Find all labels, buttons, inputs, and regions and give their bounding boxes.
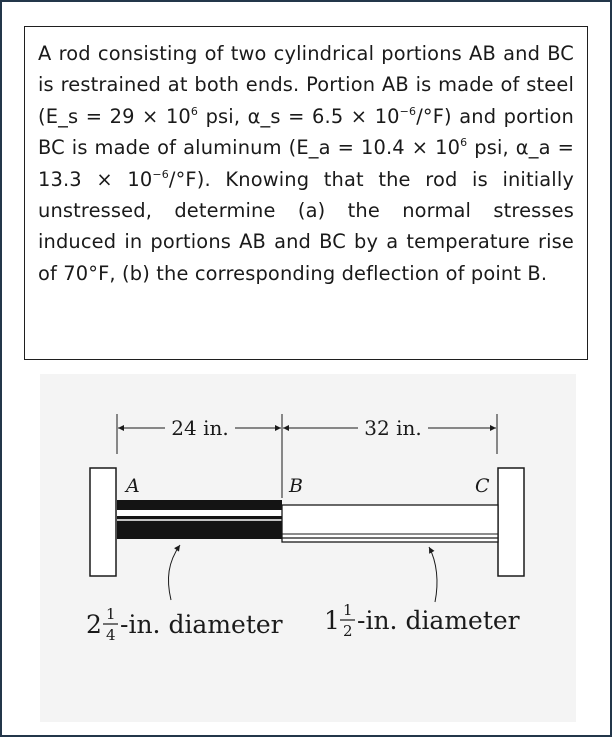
problem-statement	[38, 38, 574, 289]
left-wall-support	[90, 468, 116, 576]
rod-figure	[40, 374, 576, 722]
aluminum-portion-bc	[282, 505, 498, 542]
point-b-label: B	[289, 475, 303, 497]
diameter-ab-numerator: 1	[106, 605, 116, 623]
exponent: 6	[460, 136, 468, 150]
problem-text-run: psi, α_s = 6.5 × 10	[198, 104, 400, 128]
point-a-label: A	[126, 475, 140, 497]
dimension-ab-label: 24 in.	[171, 416, 229, 440]
leader-line-bc	[429, 547, 437, 602]
exponent: 6	[190, 104, 199, 118]
rod-diagram	[40, 374, 576, 722]
diameter-bc-numerator: 1	[343, 601, 353, 619]
leader-line-ab	[168, 545, 180, 600]
problem-statement-box	[24, 26, 588, 360]
exponent: −6	[399, 104, 417, 118]
diameter-ab-suffix: -in. diameter	[120, 610, 283, 639]
diameter-bc-label	[324, 601, 520, 640]
diameter-bc-suffix: -in. diameter	[357, 606, 520, 635]
diameter-ab-whole: 2	[86, 610, 102, 639]
diameter-ab-denominator: 4	[106, 626, 116, 644]
problem-text-run: /°F). Knowing that the rod is initially unstressed, determine (a) the normal stresses induced in portions AB and BC by a temperature rise of 70°F, (b) the corresponding deflection of point B.	[38, 167, 574, 285]
problem-text-run: psi, α_a = 13.3 × 10	[38, 136, 574, 191]
diameter-ab-label	[86, 605, 283, 644]
steel-portion-ab	[117, 500, 282, 539]
dimension-bc-label: 32 in.	[364, 416, 422, 440]
exponent: −6	[152, 167, 169, 181]
right-wall-support	[498, 468, 524, 576]
problem-text-run: /°F) and portion BC is made of aluminum (E_a = 10.4 × 10	[38, 104, 574, 160]
diameter-bc-denominator: 2	[343, 622, 353, 640]
problem-text-run: A rod consisting of two cylindrical portions AB and BC is restrained at both ends. Portion AB is made of steel (E_s = 29 × 10	[38, 42, 574, 128]
point-c-label: C	[475, 475, 490, 497]
diameter-bc-whole: 1	[324, 606, 340, 635]
